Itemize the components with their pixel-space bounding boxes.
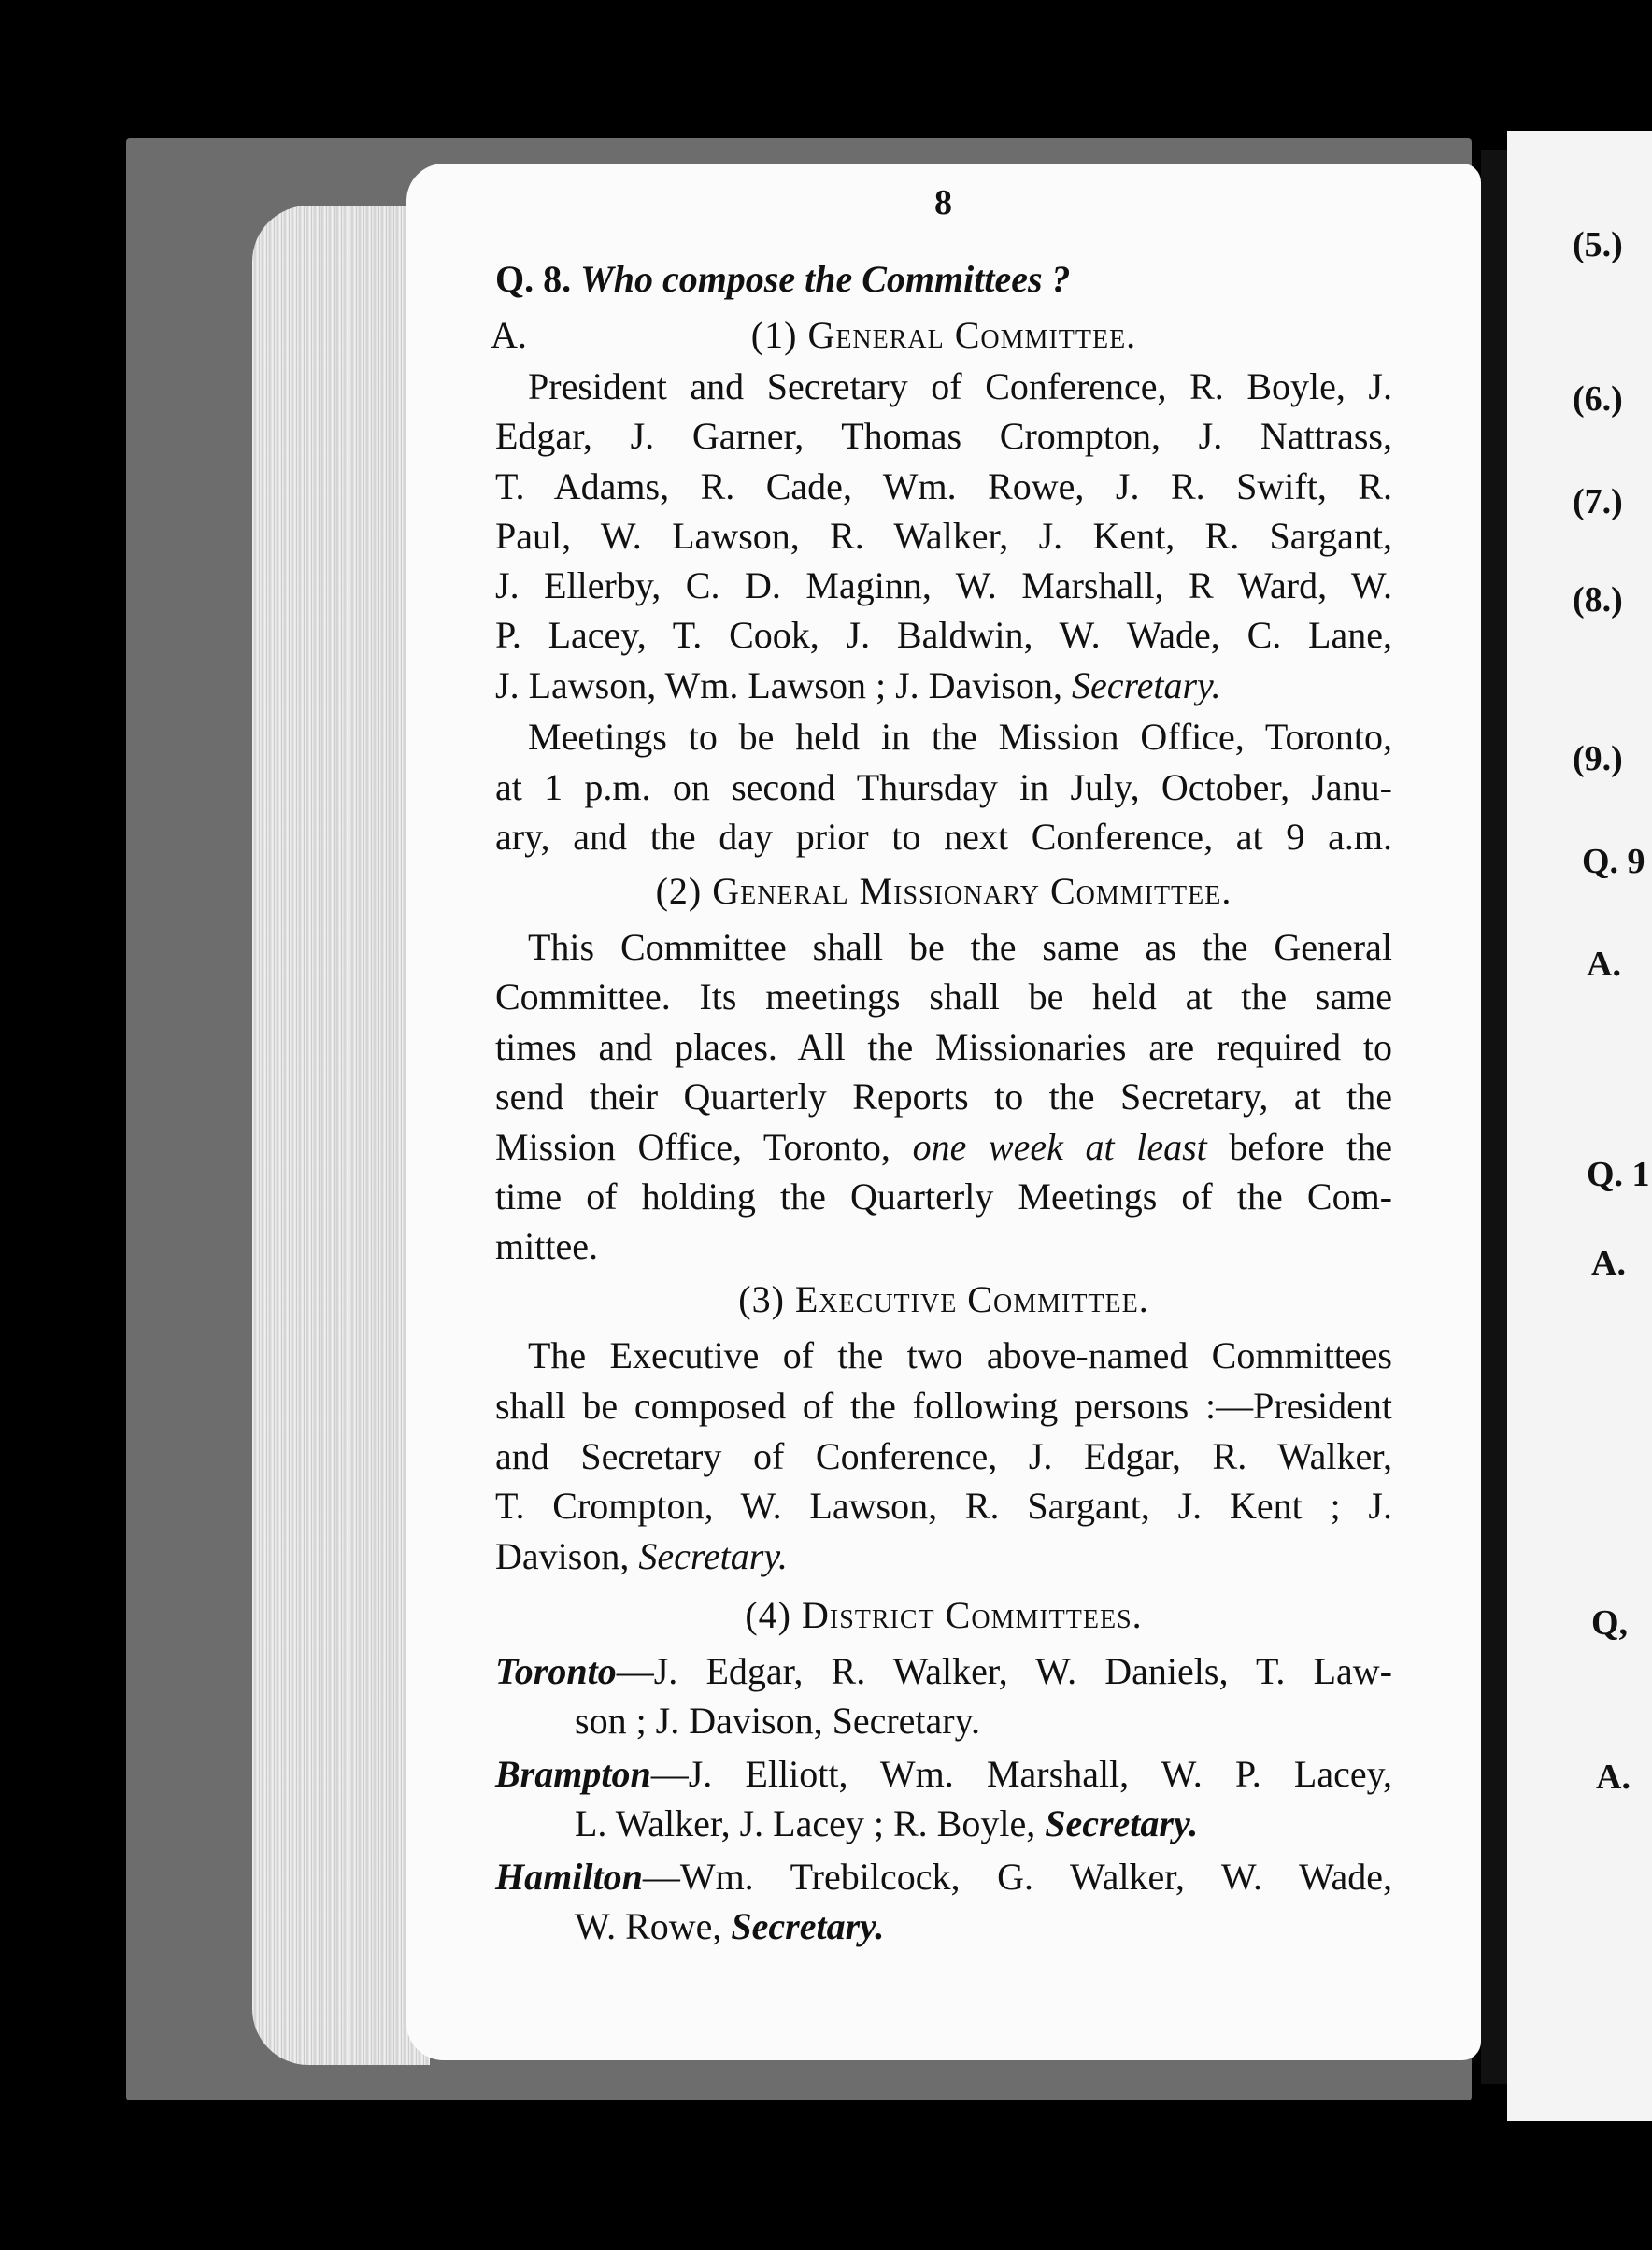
text-line: Committee. Its meetings shall be held at the same — [495, 975, 1392, 1018]
text-line: shall be composed of the following persons :—President — [495, 1385, 1392, 1427]
text-line: Meetings to be held in the Mission Office, Toronto, — [528, 716, 1392, 758]
general-committee-heading: (1) General Committee. — [750, 314, 1137, 356]
executive-committee-heading: (3) Executive Committee. — [738, 1278, 1149, 1320]
secretary-role: Secretary. — [638, 1535, 788, 1577]
text-fragment: before the — [1229, 1126, 1393, 1168]
facing-marker: A. — [1591, 1244, 1626, 1283]
facing-marker: (5.) — [1573, 225, 1623, 264]
district-members: —Wm. Trebilcock, G. Walker, W. Wade, — [642, 1856, 1392, 1898]
page-edges — [252, 206, 430, 2065]
text-line: T. Adams, R. Cade, Wm. Rowe, J. R. Swift, R. — [495, 465, 1392, 507]
text-line: Paul, W. Lawson, R. Walker, J. Kent, R. Sargant, — [495, 515, 1392, 557]
text-fragment: Mission Office, Toronto, — [495, 1126, 890, 1168]
text-line — [495, 663, 1221, 708]
facing-marker: A. — [1596, 1758, 1631, 1797]
district-committees-heading: (4) District Committees. — [745, 1594, 1143, 1636]
text-line: The Executive of the two above-named Committees — [528, 1334, 1392, 1376]
book-gutter — [1481, 150, 1507, 2084]
text-line: send their Quarterly Reports to the Secretary, at the — [495, 1075, 1392, 1118]
district-members: —J. Edgar, R. Walker, W. Daniels, T. Law- — [616, 1650, 1392, 1692]
facing-marker: (8.) — [1573, 580, 1623, 619]
district-members: —J. Elliott, Wm. Marshall, W. P. Lacey, — [650, 1753, 1392, 1795]
secretary-role: Secretary. — [1072, 664, 1221, 706]
text-line: time of holding the Quarterly Meetings of the Com- — [495, 1175, 1392, 1218]
district-members: L. Walker, J. Lacey ; R. Boyle, — [575, 1802, 1036, 1844]
secretary-role: Secretary. — [731, 1905, 885, 1947]
district-name: Brampton — [495, 1753, 651, 1795]
text-line: P. Lacey, T. Cook, J. Baldwin, W. Wade, C. Lane, — [495, 614, 1392, 656]
text-line: President and Secretary of Conference, R. Boyle, J. — [528, 365, 1392, 407]
facing-marker: A. — [1587, 945, 1621, 984]
member-names: J. Lawson, Wm. Lawson ; J. Davison, — [495, 664, 1062, 706]
facing-marker: Q. 9 — [1582, 842, 1645, 881]
district-name: Hamilton — [495, 1856, 643, 1898]
district-line — [575, 1904, 884, 1949]
text-line: times and places. All the Missionaries are required to — [495, 1026, 1392, 1068]
facing-marker: Q, — [1591, 1603, 1629, 1643]
text-line: This Committee shall be the same as the General — [528, 926, 1392, 968]
district-line — [575, 1801, 1198, 1846]
missionary-committee-heading: (2) General Missionary Committee. — [655, 870, 1232, 912]
text-line — [495, 1125, 1392, 1170]
question-label: Q. 8. — [495, 258, 572, 300]
text-line: ary, and the day prior to next Conference, at 9 a.m. — [495, 816, 1392, 858]
text-line: J. Ellerby, C. D. Maginn, W. Marshall, R Ward, W. — [495, 564, 1392, 606]
district-line — [495, 1752, 1392, 1797]
page-number: 8 — [934, 183, 952, 222]
text-line: at 1 p.m. on second Thursday in July, October, Janu- — [495, 766, 1392, 808]
question-line — [495, 257, 1071, 302]
emphasis-text: one week at least — [912, 1126, 1207, 1168]
facing-marker: (9.) — [1573, 739, 1623, 778]
facing-marker: (7.) — [1573, 482, 1623, 521]
facing-page-edge — [1507, 131, 1652, 2121]
text-line: T. Crompton, W. Lawson, R. Sargant, J. Kent ; J. — [495, 1485, 1392, 1527]
facing-marker: (6.) — [1573, 379, 1623, 419]
district-line: son ; J. Davison, Secretary. — [575, 1700, 980, 1742]
district-name: Toronto — [495, 1650, 617, 1692]
question-text: Who compose the Committees ? — [580, 258, 1071, 300]
facing-marker: Q. 1 — [1587, 1155, 1650, 1194]
text-line — [495, 1534, 788, 1579]
left-page — [406, 164, 1481, 2060]
member-names: Davison, — [495, 1535, 630, 1577]
text-line: and Secretary of Conference, J. Edgar, R. Walker, — [495, 1435, 1392, 1477]
secretary-role: Secretary. — [1045, 1802, 1199, 1844]
text-line: mittee. — [495, 1225, 598, 1267]
district-members: W. Rowe, — [575, 1905, 722, 1947]
text-line: Edgar, J. Garner, Thomas Crompton, J. Nattrass, — [495, 415, 1392, 457]
answer-label: A. — [491, 314, 527, 356]
district-line — [495, 1855, 1392, 1900]
district-line — [495, 1649, 1392, 1694]
